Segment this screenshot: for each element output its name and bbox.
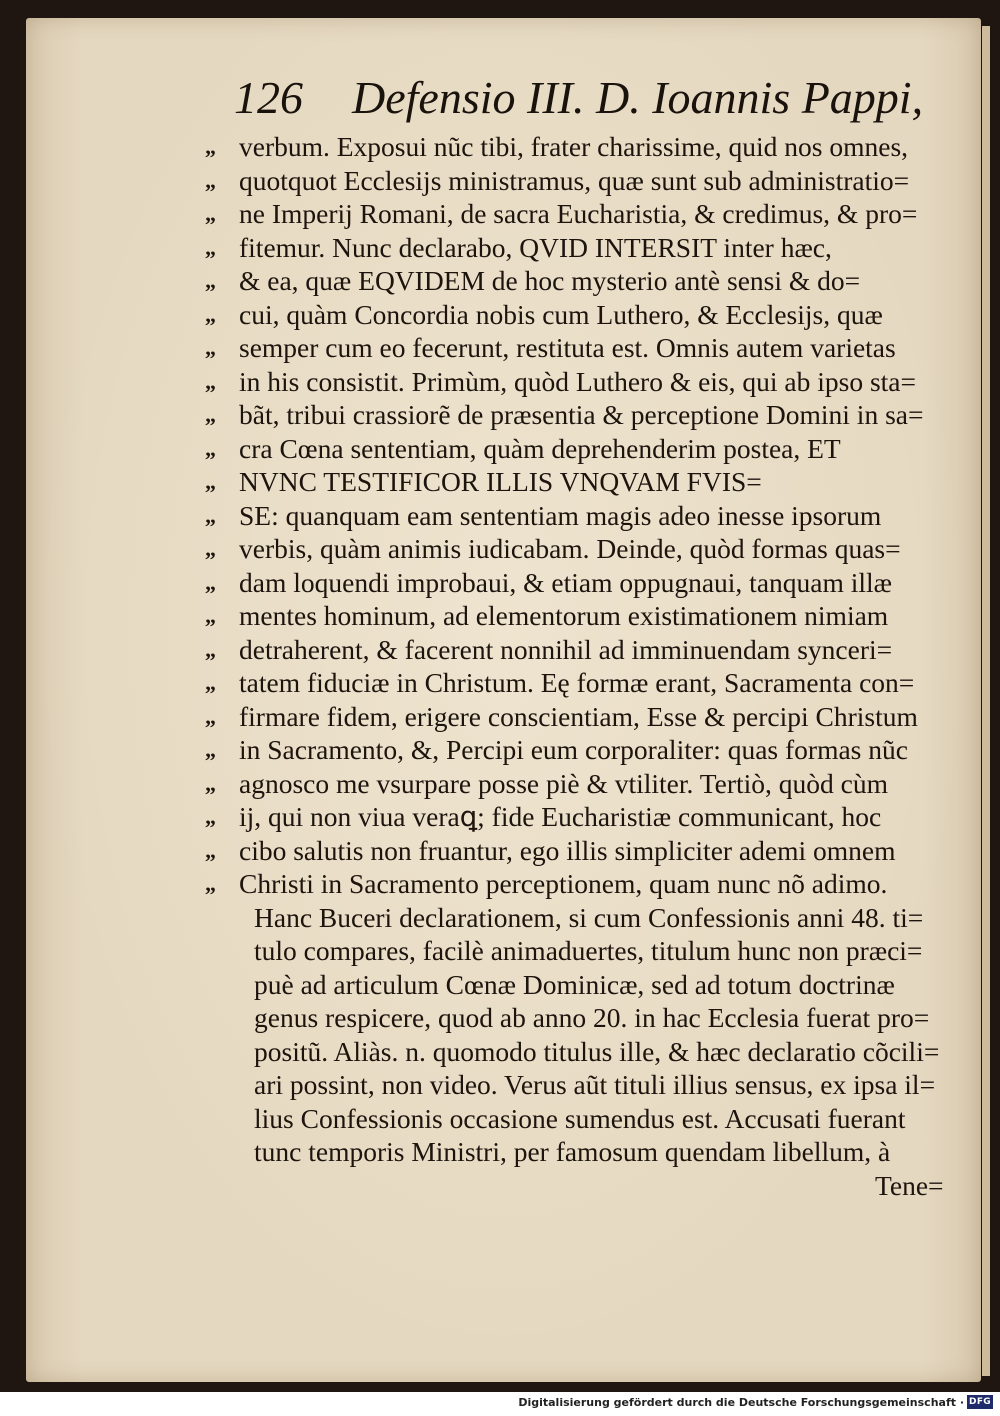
page-header <box>234 68 924 128</box>
text-line <box>205 197 965 230</box>
quotation-mark: „ <box>205 167 216 193</box>
quotation-mark: „ <box>205 435 216 461</box>
text-line <box>205 867 965 900</box>
line-text: positũ. Aliàs. n. quomodo titulus ille, & hæc declaratio cõcili= <box>254 1035 940 1067</box>
line-text: cui, quàm Concordia nobis cum Luthero, & Ecclesijs, quæ <box>239 298 883 330</box>
text-line <box>205 599 965 632</box>
line-text: ne Imperij Romani, de sacra Eucharistia, & credimus, & pro= <box>239 198 918 229</box>
text-line <box>205 566 965 599</box>
line-text: mentes hominum, ad elementorum existimationem nimiam <box>239 600 889 631</box>
line-text: tunc temporis Ministri, per famosum quendam libellum, à <box>254 1136 891 1167</box>
line-text: in Sacramento, &, Percipi eum corporaliter: quas formas nũc <box>239 734 908 765</box>
text-line <box>205 901 965 934</box>
quotation-mark: „ <box>205 201 216 226</box>
quotation-mark: „ <box>205 837 216 863</box>
text-line <box>205 1102 965 1135</box>
quotation-mark: „ <box>205 301 216 327</box>
line-text: verbum. Exposui nũc tibi, frater charissime, quid nos omnes, <box>239 131 909 162</box>
page-number: 126 <box>234 72 303 123</box>
text-line <box>205 767 965 800</box>
quotation-mark: „ <box>205 402 216 427</box>
text-line <box>205 264 965 297</box>
quotation-mark: „ <box>205 536 216 561</box>
line-text: lius Confessionis occasione sumendus est. Accusati fuerant <box>254 1102 906 1134</box>
text-line <box>205 298 965 331</box>
quotation-mark: „ <box>205 603 216 628</box>
quotation-mark: „ <box>205 569 216 595</box>
quotation-mark: „ <box>205 670 216 695</box>
quotation-mark: „ <box>205 737 216 762</box>
line-text: Christi in Sacramento perceptionem, quam nunc nõ adimo. <box>239 868 888 899</box>
text-line <box>205 1068 965 1101</box>
text-line <box>205 968 965 1001</box>
line-text: tulo compares, facilè animaduertes, titulum hunc non præci= <box>254 935 923 966</box>
text-line <box>205 1001 965 1034</box>
line-text: cra Cœna sententiam, quàm deprehenderim postea, ET <box>239 432 841 464</box>
quotation-mark: „ <box>205 804 216 829</box>
text-line <box>205 633 965 666</box>
catchword: Tene= <box>875 1169 944 1201</box>
text-line <box>205 465 965 498</box>
line-text: quotquot Ecclesijs ministramus, quæ sunt sub administratio= <box>239 164 910 196</box>
line-text: in his consistit. Primùm, quòd Luthero & eis, qui ab ipso sta= <box>239 365 917 397</box>
line-text: NVNC TESTIFICOR ILLIS VNQVAM FVIS= <box>239 466 762 497</box>
line-text: ij, qui non viua veraꝗ; fide Eucharistiæ communicant, hoc <box>239 801 882 832</box>
line-text: verbis, quàm animis iudicabam. Deinde, quòd formas quas= <box>239 533 901 564</box>
running-title: Defensio III. D. Ioannis Pappi, <box>352 72 924 123</box>
text-line <box>205 398 965 431</box>
line-text: semper cum eo fecerunt, restituta est. Omnis autem varietas <box>239 332 896 363</box>
line-text: tatem fiduciæ in Christum. Eę formæ erant, Sacramenta con= <box>239 667 915 698</box>
line-text: firmare fidem, erigere conscientiam, Esse & percipi Christum <box>239 700 918 732</box>
text-line <box>205 164 965 197</box>
quotation-mark: „ <box>205 268 216 293</box>
quotation-mark: „ <box>205 871 216 896</box>
text-line <box>205 733 965 766</box>
quotation-mark: „ <box>205 770 216 796</box>
dfg-logo: DFG <box>967 1395 993 1409</box>
text-line <box>205 130 965 163</box>
text-line <box>205 365 965 398</box>
text-line <box>205 532 965 565</box>
digitization-credit: Digitalisierung gefördert durch die Deutsche Forschungsgemeinschaft · <box>518 1396 964 1409</box>
line-text: SE: quanquam eam sententiam magis adeo inesse ipsorum <box>239 499 882 531</box>
line-text: & ea, quæ EQVIDEM de hoc mysterio antè sensi & do= <box>239 265 861 296</box>
text-line <box>205 432 965 465</box>
quotation-mark: „ <box>205 469 216 494</box>
catchword-line <box>205 1169 965 1202</box>
quotation-mark: „ <box>205 703 216 729</box>
quotation-mark: „ <box>205 636 216 662</box>
line-text: Hanc Buceri declarationem, si cum Confessionis anni 48. ti= <box>254 901 924 933</box>
line-text: genus respicere, quod ab anno 20. in hac Ecclesia fuerat pro= <box>254 1002 930 1033</box>
line-text: fitemur. Nunc declarabo, QVID INTERSIT inter hæc, <box>239 231 832 263</box>
quotation-mark: „ <box>205 134 216 159</box>
text-line <box>205 499 965 532</box>
text-line <box>205 1135 965 1168</box>
text-line <box>205 331 965 364</box>
quotation-mark: „ <box>205 368 216 394</box>
text-line <box>205 800 965 833</box>
quotation-mark: „ <box>205 502 216 528</box>
text-line <box>205 666 965 699</box>
line-text: bãt, tribui crassiorẽ de præsentia & perceptione Domini in sa= <box>239 399 924 430</box>
quotation-mark: „ <box>205 234 216 260</box>
text-line <box>205 1035 965 1068</box>
line-text: puè ad articulum Cœnæ Dominicæ, sed ad totum doctrinæ <box>254 968 895 1000</box>
page-edge <box>982 26 990 1376</box>
line-text: cibo salutis non fruantur, ego illis simpliciter ademi omnem <box>239 834 896 866</box>
text-line <box>205 231 965 264</box>
quotation-mark: „ <box>205 335 216 360</box>
line-text: detraherent, & facerent nonnihil ad imminuendam synceri= <box>239 633 893 665</box>
line-text: dam loquendi improbaui, & etiam oppugnaui, tanquam illæ <box>239 566 893 598</box>
text-line <box>205 700 965 733</box>
text-line <box>205 934 965 967</box>
line-text: agnosco me vsurpare posse piè & vtiliter. Tertiò, quòd cùm <box>239 767 889 799</box>
text-line <box>205 834 965 867</box>
line-text: ari possint, non video. Verus aũt tituli illius sensus, ex ipsa il= <box>254 1069 936 1100</box>
